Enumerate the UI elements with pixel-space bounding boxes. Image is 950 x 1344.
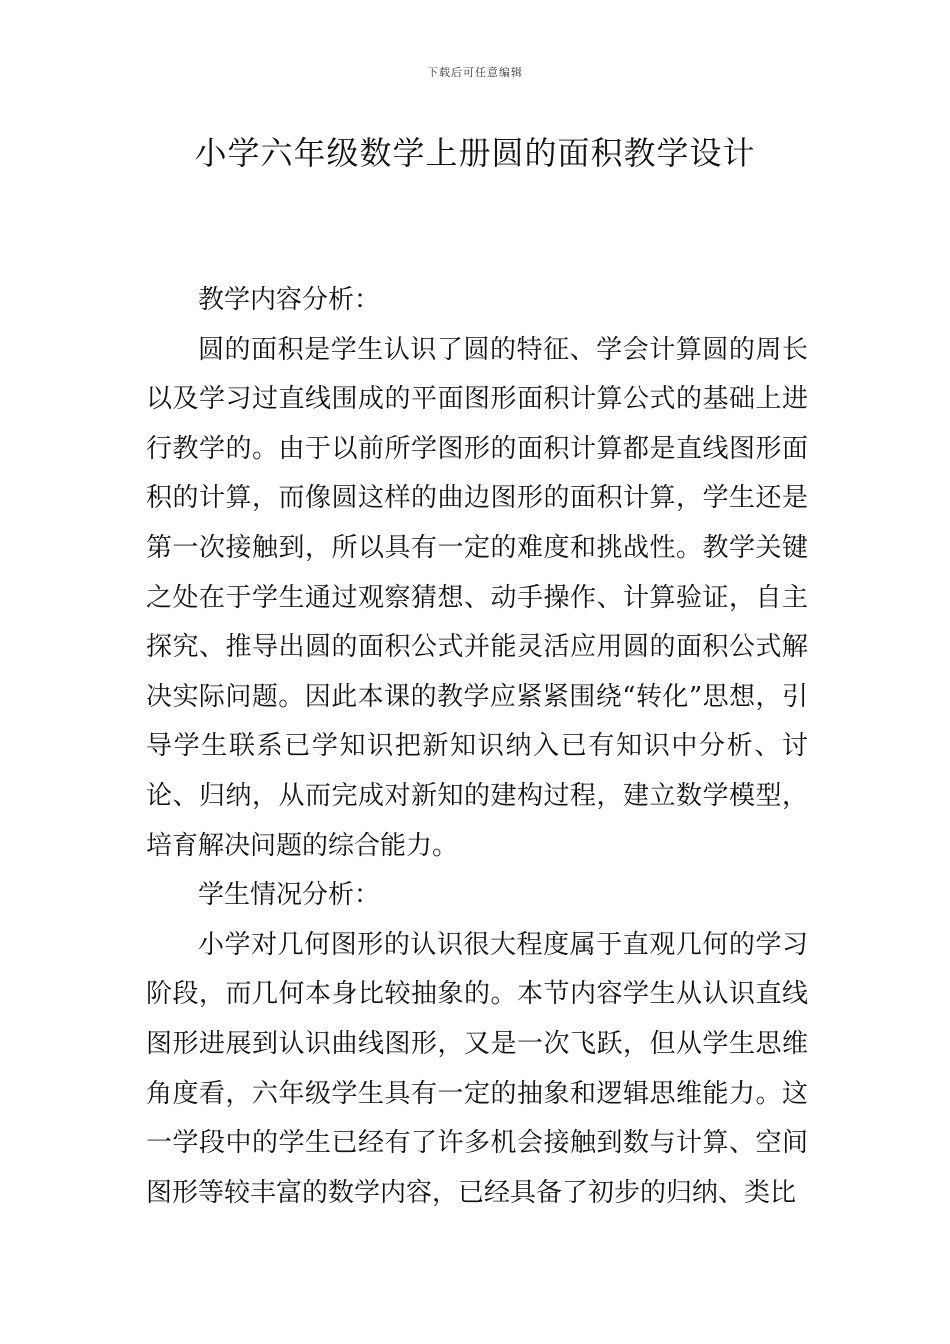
header-note: 下载后可任意编辑 — [427, 66, 523, 79]
section-heading-content-analysis: 教学内容分析： — [198, 285, 381, 315]
paragraph-student-analysis: 小学对几何图形的认识很大程度属于直观几何的学习阶段，而几何本身比较抽象的。本节内容学生从认识直线图形进展到认识曲线图形，又是一次飞跃，但从学生思维角度看，六年级学生具有一定的抽象和逻辑思维能力。这一学段中的学生已经有了许多机会接触到数与计算、空间图形等较丰富的数学内容，已经具备了初步的归纳、类比 — [146, 929, 808, 1208]
document-title: 小学六年级数学上册圆的面积教学设计 — [194, 134, 756, 172]
document-body — [146, 276, 808, 1218]
section-heading-student-analysis: 学生情况分析： — [198, 880, 381, 911]
paragraph-content-analysis: 圆的面积是学生认识了圆的特征、学会计算圆的周长以及学习过直线围成的平面图形面积计算公式的基础上进行教学的。由于以前所学图形的面积计算都是直线图形面积的计算，而像圆这样的曲边图形的面积计算，学生还是第一次接触到，所以具有一定的难度和挑战性。教学关键之处在于学生通过观察猜想、动手操作、计算验证，自主探究、推导出圆的面积公式并能灵活应用圆的面积公式解决实际问题。因此本课的教学应紧紧围绕“转化”思想，引导学生联系已学知识把新知识纳入已有知识中分析、讨论、归纳，从而完成对新知的建构过程，建立数学模型，培育解决问题的综合能力。 — [146, 334, 808, 861]
